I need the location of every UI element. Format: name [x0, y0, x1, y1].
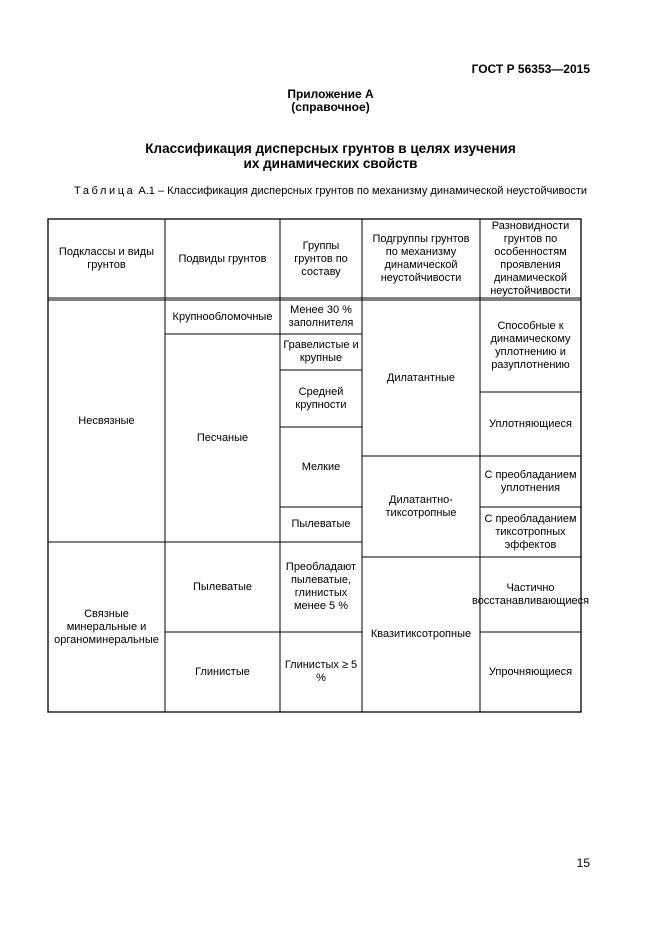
group-silty: Пылеватые: [291, 518, 351, 530]
table-caption-prefix: Таблица: [74, 185, 136, 197]
subtype-clayey: Глинистые: [195, 665, 250, 678]
group-less-30: Менее 30 % заполнителя: [288, 304, 354, 329]
variety-partially-recovering: Частично восстанавливающиеся: [471, 581, 590, 607]
subgroup-quasithixotropic: Квазитиксотропные: [370, 628, 472, 640]
header-groups: Группы грунтов по составу: [294, 239, 348, 278]
page-title-line2: их динамических свойств: [243, 156, 418, 171]
subtype-silty: Пылеватые: [192, 580, 252, 593]
header-varieties: Разновидности грунтов по особенностям проявления динамической неустойчивости: [490, 220, 571, 297]
header-subgroups: Подгруппы грунтов по механизму динамической неустойчивости: [372, 233, 470, 284]
variety-compact-decompact: Способные к динамическому уплотнению и разуплотнению: [490, 320, 571, 371]
page-number: 15: [576, 856, 590, 870]
header-subtypes: Подвиды грунтов: [178, 252, 267, 265]
subtype-sandy: Песчаные: [196, 431, 249, 444]
page-title-line1: Классификация дисперсных грунтов в целях изучения: [145, 141, 516, 156]
subclass-noncohesive: Несвязные: [78, 414, 135, 427]
subtype-coarse: Крупнообломочные: [172, 310, 273, 323]
subgroup-dilatant-thixotropic-label: Дилатантно-тиксотропные: [385, 493, 457, 519]
group-clayey: Глинистых ≥ 5 %: [284, 659, 358, 684]
header-subclasses: Подклассы и виды грунтов: [58, 246, 155, 271]
group-silty-dominant: Преобладают пылеватые, глинистых менее 5 %: [285, 561, 357, 612]
annex-title: Приложение А: [287, 87, 374, 101]
annex-note: (справочное): [291, 100, 370, 114]
subgroup-dilatant-thixotropic: [362, 456, 480, 557]
subclass-cohesive: Связные минеральные и органоминеральные: [54, 607, 159, 646]
document-code: ГОСТ Р 56353—2015: [471, 62, 590, 76]
subgroup-dilatant: Дилатантные: [386, 371, 456, 384]
group-fine: Мелкие: [301, 460, 341, 473]
table-caption-text: А.1 – Классификация дисперсных грунтов по механизму динамической неустойчивости: [135, 185, 588, 197]
variety-compacting: Уплотняющиеся: [489, 417, 572, 430]
variety-strengthening: Упрочняющиеся: [488, 665, 573, 678]
group-medium: Средней крупности: [295, 385, 347, 411]
variety-compaction-dominant: С преобладанием уплотнения: [484, 468, 577, 494]
variety-thixotropic-dominant: С преобладанием тиксотропных эффектов: [484, 512, 577, 551]
group-gravelly: Гравелистые и крупные: [283, 339, 359, 364]
